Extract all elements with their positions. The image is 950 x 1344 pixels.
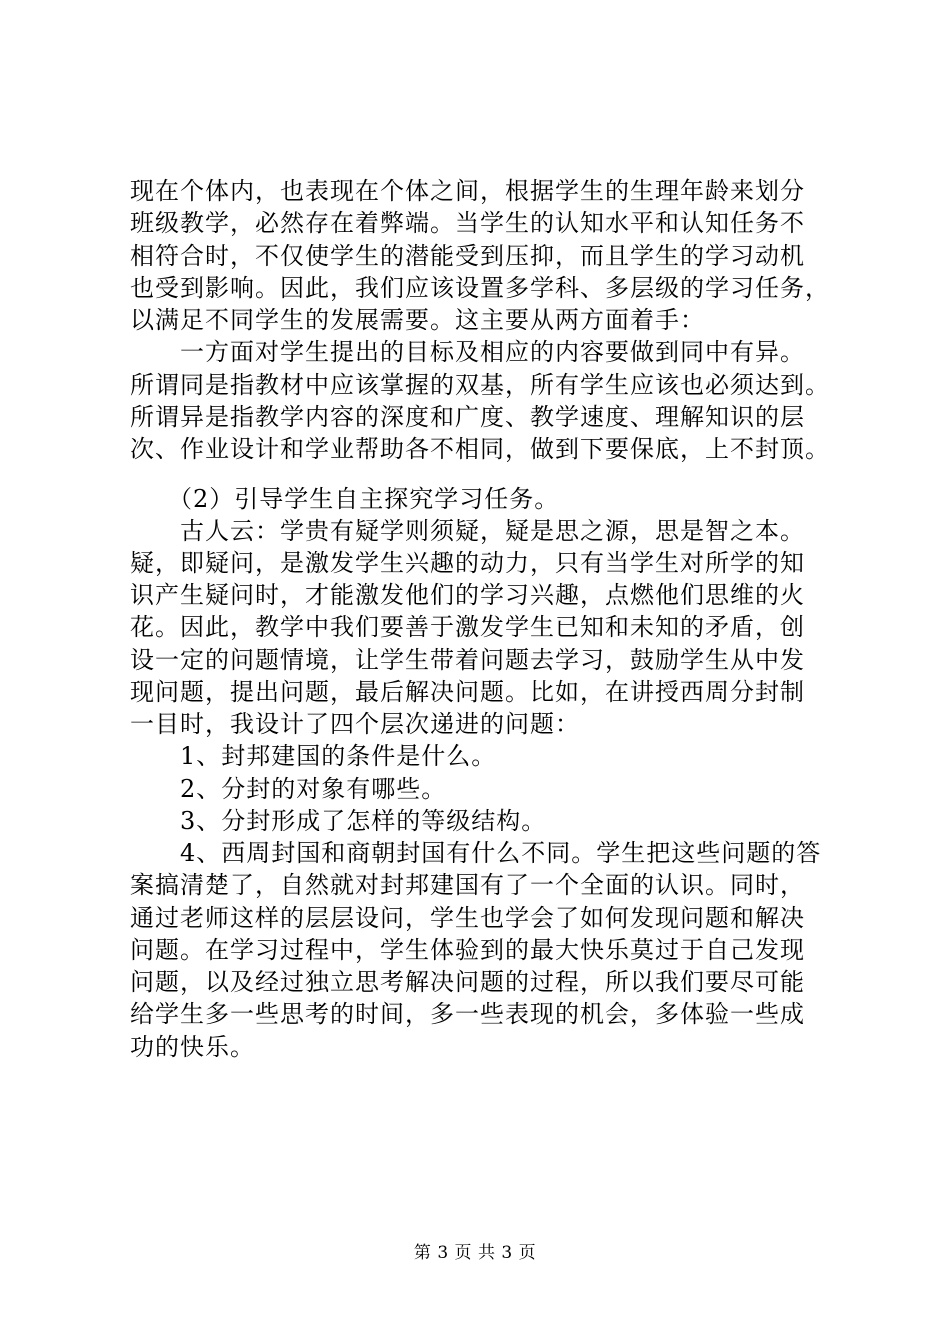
text-line: 现问题，提出问题，最后解决问题。比如，在讲授西周分封制: [130, 678, 805, 706]
text-line: 案搞清楚了，自然就对封邦建国有了一个全面的认识。同时，: [130, 871, 805, 899]
text-line: 古人云：学贵有疑学则须疑，疑是思之源，思是智之本。: [130, 517, 805, 545]
text-line: 通过老师这样的层层设问，学生也学会了如何发现问题和解决: [130, 904, 805, 932]
text-line: 一方面对学生提出的目标及相应的内容要做到同中有异。: [130, 338, 805, 366]
list-item: 1、封邦建国的条件是什么。: [130, 742, 497, 770]
text-line: 以满足不同学生的发展需要。这主要从两方面着手：: [130, 306, 705, 334]
text-line: 一目时，我设计了四个层次递进的问题：: [130, 710, 580, 738]
text-line: 给学生多一些思考的时间，多一些表现的机会，多体验一些成: [130, 1000, 805, 1028]
text-line: 识产生疑问时，才能激发他们的学习兴趣，点燃他们思维的火: [130, 581, 805, 609]
text-line: 所谓异是指教学内容的深度和广度、教学速度、理解知识的层: [130, 403, 805, 431]
text-line: 问题，以及经过独立思考解决问题的过程，所以我们要尽可能: [130, 968, 805, 996]
text-line: 问题。在学习过程中，学生体验到的最大快乐莫过于自己发现: [130, 936, 805, 964]
text-line: 花。因此，教学中我们要善于激发学生已知和未知的矛盾，创: [130, 613, 805, 641]
list-item: 2、分封的对象有哪些。: [130, 775, 447, 803]
list-item: 3、分封形成了怎样的等级结构。: [130, 807, 547, 835]
page-number-footer: 第 3 页 共 3 页: [413, 1243, 537, 1263]
text-line: 班级教学，必然存在着弊端。当学生的认知水平和认知任务不: [130, 209, 805, 237]
list-item: 4、西周封国和商朝封国有什么不同。学生把这些问题的答: [130, 839, 822, 867]
text-line: 所谓同是指教材中应该掌握的双基，所有学生应该也必须达到。: [130, 371, 830, 399]
text-line: 设一定的问题情境，让学生带着问题去学习，鼓励学生从中发: [130, 646, 805, 674]
text-line: 也受到影响。因此，我们应该设置多学科、多层级的学习任务，: [130, 274, 830, 302]
text-line: 相符合时，不仅使学生的潜能受到压抑，而且学生的学习动机: [130, 242, 805, 270]
section-heading: （2）引导学生自主探究学习任务。: [130, 485, 560, 513]
text-line: 现在个体内，也表现在个体之间，根据学生的生理年龄来划分: [130, 177, 805, 205]
text-line: 次、作业设计和学业帮助各不相同，做到下要保底，上不封顶。: [130, 435, 830, 463]
text-line: 疑，即疑问，是激发学生兴趣的动力，只有当学生对所学的知: [130, 549, 805, 577]
text-line: 功的快乐。: [130, 1033, 255, 1061]
